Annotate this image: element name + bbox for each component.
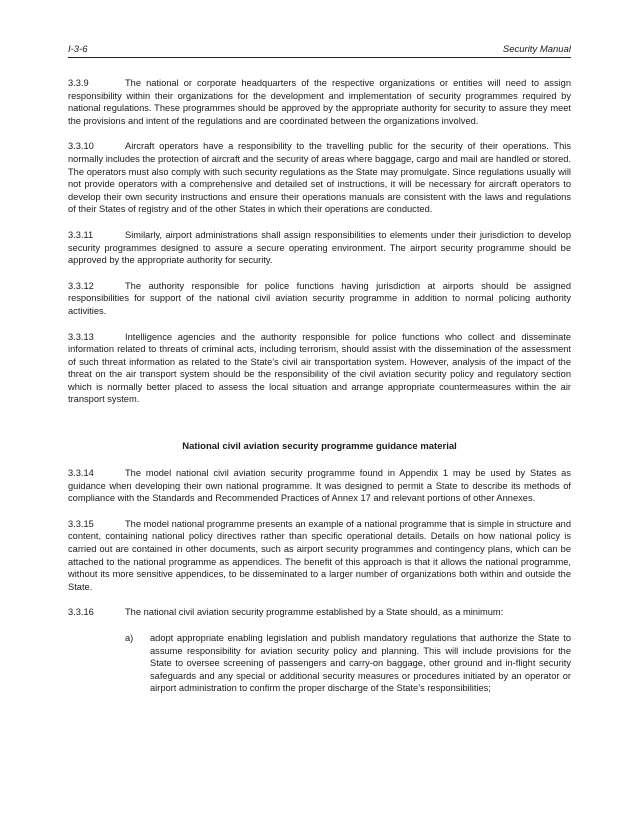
- page-header: [68, 44, 571, 58]
- paragraph-3-3-10: 3.3.10 Aircraft operators have a responsibility to the travelling public for the security of their operations. This normally includes the protection of aircraft and the security of areas where baggage, cargo and mail are handled or stored. The operators must also comply with such security regulations as the State may promulgate. Since regulations usually will not provide operators with a comprehensive and detailed set of instructions, it will be necessary for aircraft operators to develop their own security instructions and ensure their operations manuals are consistent with the laws and regulations of their States of registry and of the other States in which their operations are conducted.: [68, 141, 571, 215]
- document-page: [68, 44, 571, 695]
- paragraph-3-3-13: 3.3.13 Intelligence agencies and the authority responsible for police functions who collect and disseminate information related to threats of criminal acts, including terrorism, should assist with the dissemination of the assessment of such threat information as related to the State’s civil air transportation system. However, analysis of the impact of the threat on the air transport system should be the responsibility of the civil aviation security policy and regulatory section which is normally better placed to assess the local situation and arrange appropriate countermeasures within the air transport system.: [68, 331, 571, 405]
- paragraph-3-3-11: 3.3.11 Similarly, airport administrations shall assign responsibilities to elements under their jurisdiction to develop security programmes designed to assure a secure operating environment. The airport security programme should be approved by the appropriate authority for security.: [68, 229, 571, 266]
- list-item: a) adopt appropriate enabling legislation and publish mandatory regulations that authorize the State to assume responsibility for aviation security policy and planning. This will include provisions for the State to oversee screening of passengers and carry-on baggage, other ground and in-flight security safeguards and any special or additional security measures or procedures initiated by an operator or airport administration to confirm the proper discharge of the State’s responsibilities;: [125, 633, 571, 694]
- page-number: I-3-6: [68, 44, 88, 55]
- manual-title: Security Manual: [502, 44, 571, 55]
- paragraph-3-3-9: 3.3.9 The national or corporate headquarters of the respective organizations or entities will need to assign responsibility within their organizations for the development and implementation of security programmes required by national regulations. These programmes should be approved by the appropriate authority for security to assure they meet the provisions and intent of the regulations and are coordinated between the organizations involved.: [68, 78, 571, 126]
- paragraph-3-3-12: 3.3.12 The authority responsible for police functions having jurisdiction at airports should be assigned responsibilities for support of the national civil aviation security programme in addition to normal policing authority activities.: [68, 280, 571, 316]
- paragraph-3-3-14: 3.3.14 The model national civil aviation security programme found in Appendix 1 may be used by States as guidance when developing their own national programme. It was designed to permit a State to describe its methods of compliance with the Standards and Recommended Practices of Annex 17 and relevant portions of other Annexes.: [68, 468, 571, 504]
- section-heading: National civil aviation security programme guidance material: [182, 441, 457, 453]
- paragraph-3-3-16: 3.3.16 The national civil aviation security programme established by a State should, as a minimum:: [68, 607, 504, 618]
- paragraph-3-3-15: 3.3.15 The model national programme presents an example of a national programme that is simple in structure and content, containing national policy directives rather than specific operational details. Details on how national policy is carried out are contained in other documents, such as airport security programmes and contingency plans, which can be attached to the national programme as appendices. The benefit of this approach is that it allows the national programme, without its more sensitive appendices, to be disseminated to a larger number of organizations both within and outside the State.: [68, 518, 571, 592]
